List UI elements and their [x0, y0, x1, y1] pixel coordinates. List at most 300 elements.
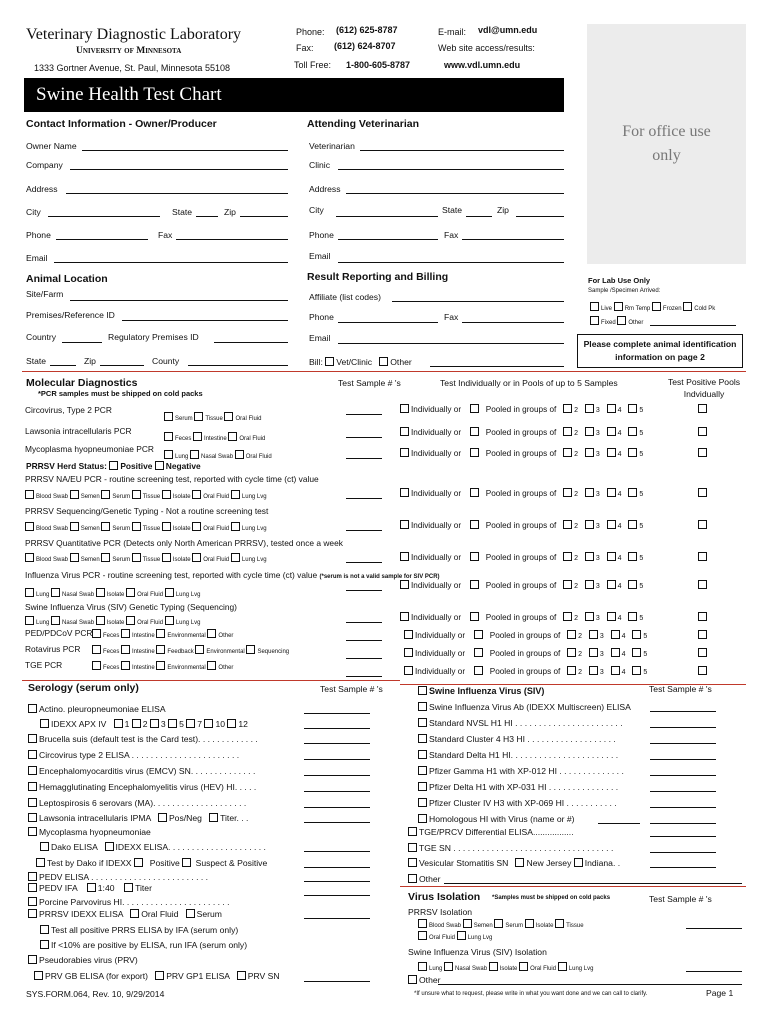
- checkbox[interactable]: [186, 909, 195, 918]
- individually-checkbox[interactable]: [400, 580, 409, 589]
- pool-size-checkbox[interactable]: [563, 427, 572, 436]
- pooled-checkbox[interactable]: [474, 648, 483, 657]
- pool-size-checkbox[interactable]: [628, 580, 637, 589]
- test-sample-input[interactable]: [346, 590, 382, 591]
- test-sample-input[interactable]: [304, 775, 370, 776]
- zip-label: Zip: [224, 207, 236, 217]
- siv-checkbox[interactable]: [418, 686, 427, 695]
- checkbox[interactable]: [463, 919, 472, 928]
- individually-checkbox[interactable]: [400, 552, 409, 561]
- pool-size-checkbox[interactable]: [632, 666, 641, 675]
- individually-checkbox[interactable]: [400, 448, 409, 457]
- checkbox[interactable]: [489, 962, 498, 971]
- sample-type-checkbox[interactable]: [156, 661, 165, 670]
- other-line[interactable]: [650, 325, 736, 326]
- test-positive-checkbox-wrap: [698, 580, 709, 590]
- checkbox[interactable]: [558, 962, 567, 971]
- pooled-checkbox[interactable]: [470, 404, 479, 413]
- serotype-checkbox[interactable]: [204, 719, 213, 728]
- checkbox[interactable]: [124, 883, 133, 892]
- test-sample-input[interactable]: [650, 807, 716, 808]
- labuse-title: For Lab Use Only: [588, 276, 651, 285]
- fax-input[interactable]: [176, 239, 288, 240]
- company-input[interactable]: [70, 169, 288, 170]
- sample-type-checkbox[interactable]: [194, 412, 203, 421]
- pool-size-checkbox[interactable]: [589, 630, 598, 639]
- test-sample-input[interactable]: [650, 759, 716, 760]
- sample-type-checkbox[interactable]: [126, 588, 135, 597]
- pool-size-checkbox[interactable]: [585, 488, 594, 497]
- sample-type-checkbox[interactable]: [165, 616, 174, 625]
- pool-size-checkbox[interactable]: [563, 552, 572, 561]
- sample-type-checkbox[interactable]: [101, 553, 110, 562]
- individually-checkbox[interactable]: [404, 630, 413, 639]
- sample-line[interactable]: [686, 928, 742, 929]
- country-label: Country: [26, 332, 57, 342]
- sample-type-checkbox[interactable]: [165, 588, 174, 597]
- vet-fax-input[interactable]: [462, 239, 564, 240]
- test-positive-checkbox[interactable]: [698, 448, 707, 457]
- bill-other-input[interactable]: [430, 366, 564, 367]
- pool-row: Individually or Pooled in groups of 2 3 4 5: [404, 648, 647, 658]
- checkbox[interactable]: [28, 704, 37, 713]
- vet-email-input[interactable]: [338, 262, 564, 263]
- siv-item: Pfizer Cluster IV H3 with XP-069 HI . . . . . . . . . . .: [418, 798, 617, 808]
- test-sample-input[interactable]: [650, 823, 716, 824]
- test-sample-input[interactable]: [650, 867, 716, 868]
- vet-zip-input[interactable]: [516, 216, 564, 217]
- test-sample-input[interactable]: [304, 728, 370, 729]
- pool-size-checkbox[interactable]: [628, 552, 637, 561]
- negative-checkbox[interactable]: [155, 461, 164, 470]
- regulatory-input[interactable]: [214, 342, 288, 343]
- pool-size-checkbox[interactable]: [611, 666, 620, 675]
- sample-type-checkbox[interactable]: [92, 645, 101, 654]
- sample-type-checkbox[interactable]: [96, 588, 105, 597]
- pool-size-checkbox[interactable]: [632, 630, 641, 639]
- test-positive-checkbox[interactable]: [698, 552, 707, 561]
- siv-item: Swine Influenza Virus Ab (IDEXX Multiscreen) ELISA: [418, 702, 631, 712]
- affiliate-input[interactable]: [392, 301, 564, 302]
- checkbox[interactable]: [28, 813, 37, 822]
- checkbox[interactable]: [28, 955, 37, 964]
- pool-size-checkbox[interactable]: [585, 448, 594, 457]
- pool-size-checkbox[interactable]: [563, 448, 572, 457]
- checkbox[interactable]: [40, 719, 49, 728]
- pool-size-checkbox[interactable]: [567, 630, 576, 639]
- checkbox[interactable]: [40, 940, 49, 949]
- sample-type-checkbox[interactable]: [92, 661, 101, 670]
- test-sample-input[interactable]: [304, 895, 370, 896]
- county-input[interactable]: [188, 365, 288, 366]
- vet-city-input[interactable]: [336, 216, 438, 217]
- test-sample-input[interactable]: [346, 437, 382, 438]
- checkbox[interactable]: [40, 925, 49, 934]
- pooled-checkbox[interactable]: [474, 666, 483, 675]
- checkbox[interactable]: [130, 909, 139, 918]
- serotype-checkbox[interactable]: [186, 719, 195, 728]
- mol-sample-options: Blood Swab Semen Serum Tissue Isolate Oral Fluid Lung Lvg: [25, 490, 267, 500]
- checkbox[interactable]: [444, 962, 453, 971]
- sample-type-checkbox[interactable]: [192, 490, 201, 499]
- sample-type-checkbox[interactable]: [235, 450, 244, 459]
- vet-clinic-checkbox[interactable]: [325, 357, 334, 366]
- test-sample-input[interactable]: [346, 458, 382, 459]
- test-sample-input[interactable]: [304, 981, 370, 982]
- sample-type-checkbox[interactable]: [231, 490, 240, 499]
- sample-type-checkbox[interactable]: [101, 490, 110, 499]
- pool-size-checkbox[interactable]: [628, 404, 637, 413]
- sample-type-checkbox[interactable]: [96, 616, 105, 625]
- fixed-checkbox[interactable]: [590, 316, 599, 325]
- positive-checkbox[interactable]: [109, 461, 118, 470]
- checkbox[interactable]: [105, 842, 114, 851]
- sample-type-checkbox[interactable]: [228, 432, 237, 441]
- pool-size-checkbox[interactable]: [585, 612, 594, 621]
- test-sample-input[interactable]: [304, 759, 370, 760]
- phone-input[interactable]: [56, 239, 148, 240]
- sample-type-checkbox[interactable]: [25, 553, 34, 562]
- zip-input[interactable]: [240, 216, 288, 217]
- test-sample-input[interactable]: [346, 530, 382, 531]
- checkbox[interactable]: [237, 971, 246, 980]
- pooled-checkbox[interactable]: [470, 488, 479, 497]
- pool-size-checkbox[interactable]: [563, 580, 572, 589]
- test-sample-input[interactable]: [346, 562, 382, 563]
- pool-size-checkbox[interactable]: [628, 520, 637, 529]
- pool-size-checkbox[interactable]: [585, 552, 594, 561]
- sample-type-checkbox[interactable]: [132, 522, 141, 531]
- vet-phone-input[interactable]: [338, 239, 438, 240]
- test-positive-checkbox[interactable]: [698, 520, 707, 529]
- test-sample-input[interactable]: [304, 867, 370, 868]
- pooled-checkbox[interactable]: [470, 612, 479, 621]
- checkbox[interactable]: [28, 782, 37, 791]
- sample-type-checkbox[interactable]: [164, 412, 173, 421]
- vet-state-input[interactable]: [466, 216, 492, 217]
- lab-address: 1333 Gortner Avenue, St. Paul, Minnesota 55108: [34, 63, 230, 73]
- checkbox[interactable]: [555, 919, 564, 928]
- city-input[interactable]: [48, 216, 160, 217]
- checkbox[interactable]: [408, 874, 417, 883]
- pool-size-checkbox[interactable]: [607, 488, 616, 497]
- checkbox[interactable]: [519, 962, 528, 971]
- checkbox[interactable]: [87, 883, 96, 892]
- animal-zip-input[interactable]: [100, 365, 144, 366]
- pool-size-checkbox[interactable]: [628, 612, 637, 621]
- individually-checkbox[interactable]: [400, 488, 409, 497]
- sample-type-checkbox[interactable]: [25, 490, 34, 499]
- individually-checkbox[interactable]: [400, 427, 409, 436]
- checkbox[interactable]: [408, 843, 417, 852]
- checkbox[interactable]: [418, 931, 427, 940]
- checkbox[interactable]: [418, 962, 427, 971]
- individually-checkbox[interactable]: [404, 666, 413, 675]
- sample-type-checkbox[interactable]: [70, 553, 79, 562]
- test-positive-checkbox[interactable]: [698, 404, 707, 413]
- test-positive-checkbox[interactable]: [698, 427, 707, 436]
- mol-sample-options: Lung Nasal Swab Oral Fluid: [164, 450, 272, 460]
- sample-line[interactable]: [686, 971, 742, 972]
- email-input[interactable]: [54, 262, 288, 263]
- email-value[interactable]: vdl@umn.edu: [478, 25, 538, 35]
- pool-size-checkbox[interactable]: [563, 520, 572, 529]
- pool-size-checkbox[interactable]: [563, 404, 572, 413]
- other-bill-checkbox[interactable]: [379, 357, 388, 366]
- sample-type-checkbox[interactable]: [207, 629, 216, 638]
- pool-size-checkbox[interactable]: [607, 612, 616, 621]
- sample-type-checkbox[interactable]: [121, 661, 130, 670]
- pool-row: Individually or Pooled in groups of 2 3 4 5: [400, 552, 643, 562]
- checkbox[interactable]: [418, 766, 427, 775]
- checkbox[interactable]: [574, 858, 583, 867]
- sample-type-checkbox[interactable]: [70, 490, 79, 499]
- mol-test-name: PRRSV Sequencing/Genetic Typing - Not a routine screening test: [25, 506, 269, 516]
- sample-type-checkbox[interactable]: [164, 450, 173, 459]
- serotype-checkbox[interactable]: [114, 719, 123, 728]
- pool-size-checkbox[interactable]: [607, 580, 616, 589]
- cold-pk-checkbox[interactable]: [683, 302, 692, 311]
- test-sample-input[interactable]: [650, 743, 716, 744]
- test-sample-input[interactable]: [650, 852, 716, 853]
- test-sample-input[interactable]: [346, 640, 382, 641]
- sample-type-checkbox[interactable]: [162, 522, 171, 531]
- pool-size-checkbox[interactable]: [607, 552, 616, 561]
- sample-type-checkbox[interactable]: [51, 616, 60, 625]
- sample-type-checkbox[interactable]: [70, 522, 79, 531]
- checkbox[interactable]: [418, 734, 427, 743]
- col-positive: Test Positive Pools Indvidually: [667, 377, 741, 399]
- siv-isolation-label: Swine Influenza Virus (SIV) Isolation: [408, 947, 547, 957]
- site-input[interactable]: [70, 300, 288, 301]
- sample-type-checkbox[interactable]: [121, 629, 130, 638]
- checkbox[interactable]: [418, 702, 427, 711]
- test-sample-input[interactable]: [304, 822, 370, 823]
- pool-size-checkbox[interactable]: [589, 666, 598, 675]
- test-sample-input[interactable]: [346, 658, 382, 659]
- premises-input[interactable]: [122, 320, 288, 321]
- checkbox[interactable]: [36, 858, 45, 867]
- sample-type-checkbox[interactable]: [25, 616, 34, 625]
- test-positive-checkbox[interactable]: [698, 580, 707, 589]
- animal-state-input[interactable]: [50, 365, 76, 366]
- pool-size-checkbox[interactable]: [567, 666, 576, 675]
- web-value[interactable]: www.vdl.umn.edu: [444, 60, 521, 70]
- pool-size-checkbox[interactable]: [607, 427, 616, 436]
- sample-type-checkbox[interactable]: [195, 645, 204, 654]
- pool-size-checkbox[interactable]: [628, 488, 637, 497]
- virus-name-input[interactable]: [598, 823, 640, 824]
- checkbox[interactable]: [525, 919, 534, 928]
- checkbox[interactable]: [134, 858, 143, 867]
- pool-size-checkbox[interactable]: [611, 648, 620, 657]
- sample-type-checkbox[interactable]: [192, 522, 201, 531]
- test-sample-input[interactable]: [650, 791, 716, 792]
- test-sample-input[interactable]: [346, 498, 382, 499]
- pooled-checkbox[interactable]: [474, 630, 483, 639]
- checkbox[interactable]: [28, 766, 37, 775]
- clinic-input[interactable]: [338, 169, 564, 170]
- sample-type-checkbox[interactable]: [224, 412, 233, 421]
- billing-phone-label: Phone: [309, 312, 334, 322]
- other-line[interactable]: [438, 984, 742, 985]
- billing-fax-input[interactable]: [462, 322, 564, 323]
- billing-phone-input[interactable]: [338, 322, 438, 323]
- test-positive-checkbox[interactable]: [698, 648, 707, 657]
- test-sample-input[interactable]: [346, 414, 382, 415]
- test-sample-input[interactable]: [650, 775, 716, 776]
- other-checkbox[interactable]: [408, 975, 417, 984]
- siv-item: Standard Cluster 4 H3 HI . . . . . . . . . . . . . . . . . . .: [418, 734, 616, 744]
- pooled-checkbox[interactable]: [470, 580, 479, 589]
- state-input[interactable]: [196, 216, 218, 217]
- sample-type-checkbox[interactable]: [121, 645, 130, 654]
- pool-size-checkbox[interactable]: [567, 648, 576, 657]
- sample-type-checkbox[interactable]: [156, 645, 165, 654]
- pool-size-checkbox[interactable]: [589, 648, 598, 657]
- test-positive-checkbox[interactable]: [698, 612, 707, 621]
- checkbox[interactable]: [155, 971, 164, 980]
- pool-size-checkbox[interactable]: [611, 630, 620, 639]
- sample-type-checkbox[interactable]: [162, 490, 171, 499]
- sample-type-checkbox[interactable]: [190, 450, 199, 459]
- serotype-checkbox[interactable]: [132, 719, 141, 728]
- other-input[interactable]: [444, 883, 742, 884]
- pool-size-checkbox[interactable]: [585, 520, 594, 529]
- rm-temp-checkbox[interactable]: [614, 302, 623, 311]
- individually-checkbox[interactable]: [400, 520, 409, 529]
- pooled-checkbox[interactable]: [470, 448, 479, 457]
- sample-type-checkbox[interactable]: [162, 553, 171, 562]
- page2-notice: Please complete animal identification information on page 2: [577, 334, 743, 368]
- checkbox[interactable]: [182, 858, 191, 867]
- checkbox[interactable]: [28, 798, 37, 807]
- checkbox[interactable]: [28, 734, 37, 743]
- sample-type-checkbox[interactable]: [25, 588, 34, 597]
- pool-size-checkbox[interactable]: [585, 580, 594, 589]
- individually-checkbox[interactable]: [400, 612, 409, 621]
- frozen-checkbox[interactable]: [652, 302, 661, 311]
- test-sample-input[interactable]: [304, 851, 370, 852]
- sample-type-checkbox[interactable]: [156, 629, 165, 638]
- pool-size-checkbox[interactable]: [628, 448, 637, 457]
- test-sample-input[interactable]: [304, 791, 370, 792]
- checkbox[interactable]: [408, 858, 417, 867]
- pooled-checkbox[interactable]: [470, 520, 479, 529]
- pool-size-checkbox[interactable]: [607, 404, 616, 413]
- checkbox[interactable]: [34, 971, 43, 980]
- sample-type-checkbox[interactable]: [207, 661, 216, 670]
- checkbox[interactable]: [28, 750, 37, 759]
- test-sample-input[interactable]: [304, 807, 370, 808]
- country-input[interactable]: [62, 342, 102, 343]
- serotype-checkbox[interactable]: [227, 719, 236, 728]
- test-sample-input[interactable]: [304, 918, 370, 919]
- checkbox[interactable]: [494, 919, 503, 928]
- pool-size-checkbox[interactable]: [563, 612, 572, 621]
- checkbox[interactable]: [418, 814, 427, 823]
- test-sample-input[interactable]: [650, 727, 716, 728]
- sample-type-checkbox[interactable]: [101, 522, 110, 531]
- individually-checkbox[interactable]: [400, 404, 409, 413]
- checkbox[interactable]: [40, 842, 49, 851]
- test-sample-input[interactable]: [346, 622, 382, 623]
- owner-name-input[interactable]: [82, 150, 288, 151]
- checkbox[interactable]: [28, 883, 37, 892]
- test-positive-checkbox[interactable]: [698, 630, 707, 639]
- affiliate-label: Affiliate (list codes): [309, 292, 381, 302]
- web-label: Web site access/results:: [438, 43, 535, 53]
- checkbox[interactable]: [28, 827, 37, 836]
- checkbox[interactable]: [418, 919, 427, 928]
- checkbox[interactable]: [418, 750, 427, 759]
- test-sample-input[interactable]: [304, 881, 370, 882]
- sample-type-checkbox[interactable]: [51, 588, 60, 597]
- pool-size-checkbox[interactable]: [585, 427, 594, 436]
- address-input[interactable]: [66, 193, 288, 194]
- pool-size-checkbox[interactable]: [628, 427, 637, 436]
- sample-type-checkbox[interactable]: [126, 616, 135, 625]
- pooled-checkbox[interactable]: [470, 552, 479, 561]
- live-checkbox[interactable]: [590, 302, 599, 311]
- checkbox[interactable]: [408, 827, 417, 836]
- checkbox[interactable]: [209, 813, 218, 822]
- sample-type-checkbox[interactable]: [25, 522, 34, 531]
- test-sample-input[interactable]: [304, 713, 370, 714]
- checkbox[interactable]: [28, 897, 37, 906]
- sample-type-checkbox[interactable]: [132, 553, 141, 562]
- test-sample-input[interactable]: [650, 711, 716, 712]
- checkbox[interactable]: [158, 813, 167, 822]
- checkbox[interactable]: [418, 798, 427, 807]
- test-sample-input[interactable]: [304, 743, 370, 744]
- pool-size-checkbox[interactable]: [607, 448, 616, 457]
- checkbox[interactable]: [28, 872, 37, 881]
- sample-type-checkbox[interactable]: [92, 629, 101, 638]
- checkbox[interactable]: [418, 718, 427, 727]
- vet-address-input[interactable]: [346, 193, 564, 194]
- pool-size-checkbox[interactable]: [607, 520, 616, 529]
- serotype-checkbox[interactable]: [168, 719, 177, 728]
- pool-size-checkbox[interactable]: [632, 648, 641, 657]
- sample-type-checkbox[interactable]: [246, 645, 255, 654]
- test-sample-input[interactable]: [346, 676, 382, 677]
- checkbox[interactable]: [457, 931, 466, 940]
- test-positive-checkbox[interactable]: [698, 666, 707, 675]
- individually-checkbox[interactable]: [404, 648, 413, 657]
- sample-type-checkbox[interactable]: [192, 553, 201, 562]
- other-checkbox[interactable]: [617, 316, 626, 325]
- sample-type-checkbox[interactable]: [164, 432, 173, 441]
- checkbox[interactable]: [515, 858, 524, 867]
- pool-size-checkbox[interactable]: [585, 404, 594, 413]
- sample-type-checkbox[interactable]: [193, 432, 202, 441]
- sample-type-checkbox[interactable]: [132, 490, 141, 499]
- checkbox[interactable]: [28, 909, 37, 918]
- pooled-checkbox[interactable]: [470, 427, 479, 436]
- billing-email-input[interactable]: [338, 343, 564, 344]
- pool-size-checkbox[interactable]: [563, 488, 572, 497]
- checkbox[interactable]: [418, 782, 427, 791]
- sample-type-checkbox[interactable]: [231, 522, 240, 531]
- sample-type-checkbox[interactable]: [231, 553, 240, 562]
- serotype-checkbox[interactable]: [150, 719, 159, 728]
- veterinarian-input[interactable]: [360, 150, 564, 151]
- sero-item: PEDV ELISA . . . . . . . . . . . . . . . . . . . . . . . . .: [28, 872, 208, 882]
- pool-row: Individually or Pooled in groups of 2 3 4 5: [400, 580, 643, 590]
- test-positive-checkbox[interactable]: [698, 488, 707, 497]
- test-sample-input[interactable]: [650, 836, 716, 837]
